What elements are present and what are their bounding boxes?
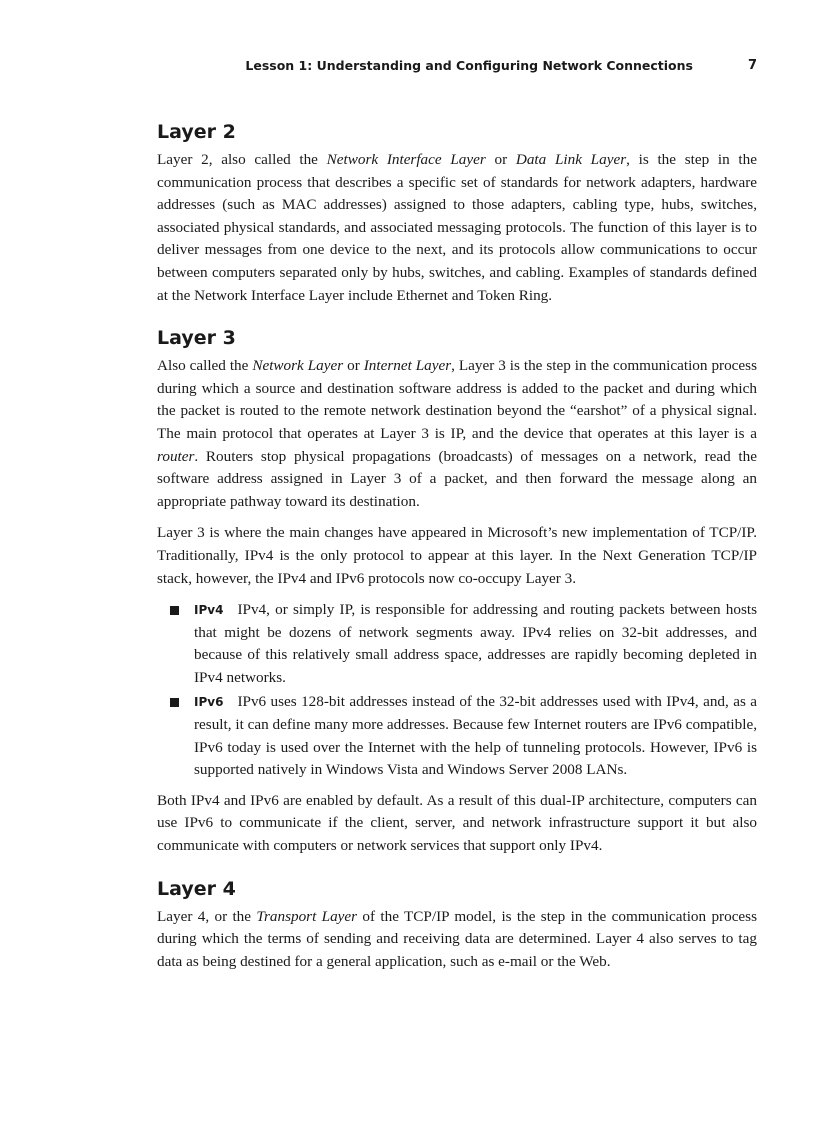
text-run: , is the step in the communication process that describes a specific set of standards for network adapters, hardware addresses (such as MAC addresses) assigned to those adapters, cabling type, hubs, switches, associated physical standards, and associated messaging protocols. The function of this layer is to deliver messages from one device to the next, and its protocols allow communications to occur between computers separated only by hubs, switches, and cabling. Examples of standards defined at the Network Interface Layer include Ethernet and Token Ring. (157, 151, 757, 304)
term-network-interface-layer: Network Interface Layer (326, 151, 486, 168)
term-internet-layer: Internet Layer (363, 357, 452, 375)
paragraph-layer-3-changes: Layer 3 is where the main changes have appeared in Microsoft’s new implementation of TCP/IP. Traditionally, IPv4 is the only protocol to appear at this layer. In the Next Generation TCP/IP stack, however, the IPv4 and IPv6 protocols now co-occupy Layer 3. (157, 524, 757, 587)
heading-layer-2: Layer 2 (157, 121, 236, 143)
text-run: Layer 4, or the (157, 907, 257, 925)
paragraph-layer-3-intro (157, 355, 757, 513)
text-run: or (485, 151, 516, 168)
text-run: or (343, 357, 364, 375)
term-network-layer: Network Layer (252, 357, 344, 375)
section-layer-3 (157, 325, 757, 857)
term-router: router (157, 447, 195, 465)
list-text-ipv6: IPv6 uses 128-bit addresses instead of the 32-bit addresses used with IPv4, and, as a result, it can define many more addresses. Because few Internet routers are IPv6 compatible, IPv6 today is used over the Internet with the help of tunneling protocols. However, IPv6 is supported natively in Windows Vista and Windows Server 2008 LANs. (194, 693, 757, 779)
heading-layer-4: Layer 4 (157, 877, 236, 900)
text-run: Also called the (157, 357, 253, 375)
list-term-ipv4: IPv4 (194, 603, 224, 618)
section-layer-2 (157, 119, 757, 307)
paragraph-layer-3-dual-ip: Both IPv4 and IPv6 are enabled by default. As a result of this dual-IP architecture, computers can use IPv6 to communicate if the client, server, and network infrastructure support it but also communicate with computers or network services that support only IPv4. (157, 791, 757, 855)
term-data-link-layer: Data Link Layer (515, 151, 627, 168)
heading-layer-3: Layer 3 (157, 327, 236, 350)
text-run: of the TCP/IP model, is the step in the communication process during which the terms of sending and receiving data are determined. Layer 4 also serves to tag data as being destined for a general application, such as e-mail or the Web. (157, 907, 757, 970)
text-run: , Layer 3 is the step in the communication process during which a source and destination software address is added to the packet and during which the packet is routed to the remote network destination beyond the “earshot” of a physical signal. The main protocol that operates at Layer 3 is IP, and the device that operates at this layer is a (157, 357, 757, 442)
protocol-list (157, 599, 757, 782)
running-head: Lesson 1: Understanding and Configuring Network Connections (245, 58, 693, 73)
paragraph-layer-2 (157, 149, 757, 307)
page-body (157, 119, 757, 991)
square-bullet-icon (170, 698, 179, 707)
text-run: Layer 2, also called the (157, 151, 327, 168)
square-bullet-icon (170, 606, 179, 615)
list-item-ipv4 (157, 599, 757, 689)
paragraph-layer-4 (157, 906, 757, 974)
text-run: . Routers stop physical propagations (broadcasts) of messages on a network, read the software address assigned in Layer 3 of a packet, and then forward the message along an appropriate pathway toward its destination. (157, 447, 757, 510)
section-layer-4 (157, 876, 757, 974)
list-term-ipv6: IPv6 (194, 695, 224, 710)
list-item-ipv6 (157, 691, 757, 781)
list-text-ipv4: IPv4, or simply IP, is responsible for addressing and routing packets between hosts that might be dozens of network segments away. IPv4 relies on 32-bit addresses, and because of this relatively small address space, addresses are rapidly becoming depleted in IPv4 networks. (194, 601, 757, 686)
page-header (157, 58, 757, 78)
term-transport-layer: Transport Layer (256, 907, 358, 925)
page-number: 7 (747, 58, 757, 73)
